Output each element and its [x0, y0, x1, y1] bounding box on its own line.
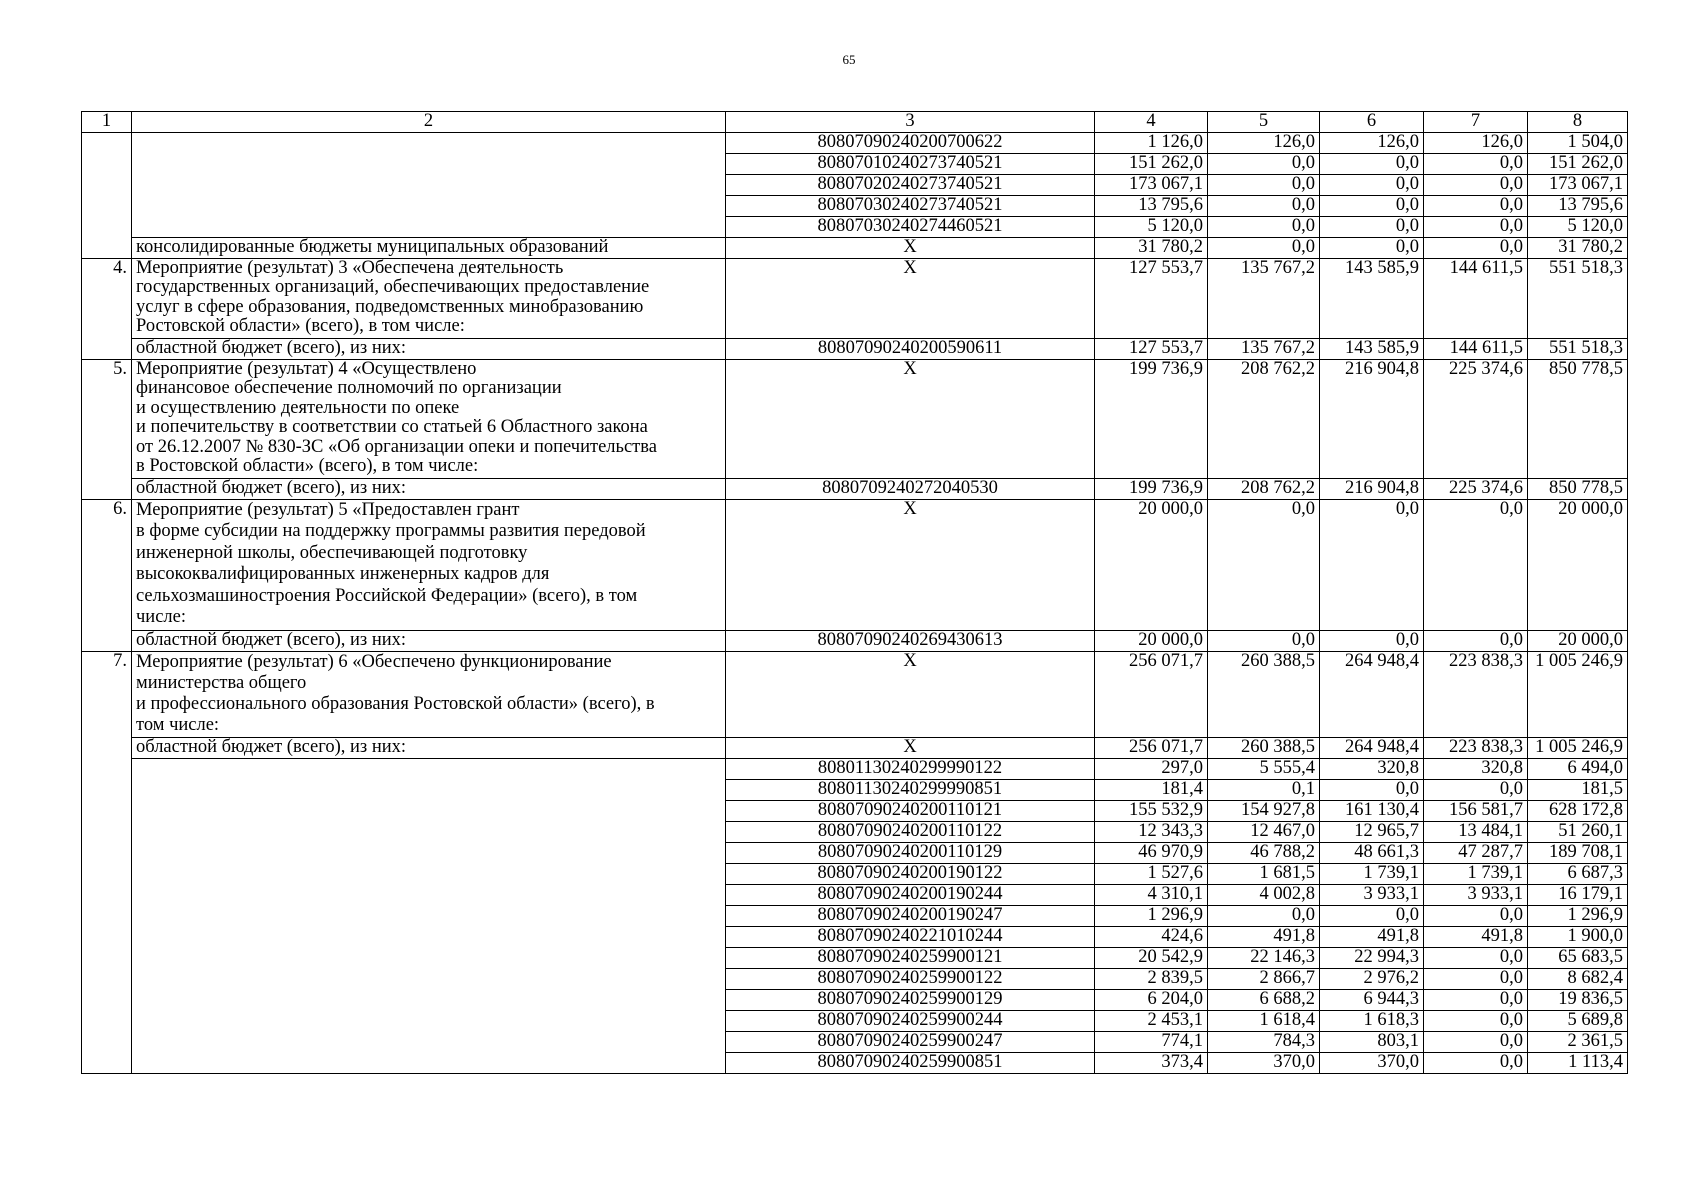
budget-code: 80801130240299990122 [726, 758, 1095, 779]
value-cell: 3 933,1 [1424, 884, 1528, 905]
value-cell: 1 005 246,9 [1528, 737, 1628, 758]
value-cell: 13 795,6 [1095, 195, 1208, 216]
value-cell: 0,0 [1424, 195, 1528, 216]
value-cell: 6 944,3 [1320, 989, 1424, 1010]
value-cell: 0,1 [1208, 779, 1320, 800]
value-cell: 143 585,9 [1320, 258, 1424, 338]
value-cell: 19 836,5 [1528, 989, 1628, 1010]
budget-code: 80807090240200190122 [726, 863, 1095, 884]
description-line: финансовое обеспечение полномочий по организации [136, 378, 562, 398]
value-cell: 491,8 [1320, 926, 1424, 947]
page-number: 65 [842, 52, 856, 67]
column-header: 6 [1320, 112, 1424, 133]
value-cell: 0,0 [1208, 216, 1320, 237]
value-cell: 803,1 [1320, 1031, 1424, 1052]
budget-code: 80807090240259900121 [726, 947, 1095, 968]
header-row [82, 112, 1628, 133]
description-line: от 26.12.2007 № 830-ЗС «Об организации опеки и попечительства [136, 436, 657, 457]
description-line: и профессионального образования Ростовской области» (всего), в [136, 693, 655, 714]
column-header: 1 [82, 112, 132, 133]
value-cell: 144 611,5 [1424, 258, 1528, 338]
value-cell: 5 555,4 [1208, 758, 1320, 779]
value-cell: 20 000,0 [1528, 630, 1628, 651]
value-cell: 2 976,2 [1320, 968, 1424, 989]
value-cell: 320,8 [1424, 758, 1528, 779]
value-cell: 370,0 [1320, 1052, 1424, 1073]
description-line: в форме субсидии на поддержку программы развития передовой [136, 521, 646, 541]
value-cell: 135 767,2 [1208, 338, 1320, 359]
blank-cell [82, 132, 132, 258]
value-cell: 0,0 [1208, 630, 1320, 651]
value-cell: 0,0 [1424, 947, 1528, 968]
value-cell: 3 933,1 [1320, 884, 1424, 905]
item-number: 5. [82, 359, 132, 499]
value-cell: 0,0 [1424, 1031, 1528, 1052]
value-cell: 199 736,9 [1095, 478, 1208, 499]
description-line: том числе: [136, 714, 220, 735]
description-line: Мероприятие (результат) 3 «Обеспечена деятельность [136, 258, 564, 278]
value-cell: 6 688,2 [1208, 989, 1320, 1010]
value-cell: 0,0 [1208, 237, 1320, 258]
value-cell: 0,0 [1208, 905, 1320, 926]
item-row [82, 359, 1628, 478]
value-cell: 216 904,8 [1320, 359, 1424, 478]
value-cell: 424,6 [1095, 926, 1208, 947]
value-cell: 31 780,2 [1095, 237, 1208, 258]
value-cell: 370,0 [1208, 1052, 1320, 1073]
subtotal-row [82, 630, 1628, 651]
value-cell: 260 388,5 [1208, 737, 1320, 758]
value-cell: 13 795,6 [1528, 195, 1628, 216]
row-label: областной бюджет (всего), из них: [132, 737, 726, 758]
column-header: 8 [1528, 112, 1628, 133]
column-header: 5 [1208, 112, 1320, 133]
subtotal-row [82, 478, 1628, 499]
value-cell: 260 388,5 [1208, 651, 1320, 737]
budget-code: 80807090240259900851 [726, 1052, 1095, 1073]
value-cell: 12 467,0 [1208, 821, 1320, 842]
description-line: Мероприятие (результат) 4 «Осуществлено [136, 359, 477, 379]
column-header: 2 [132, 112, 726, 133]
value-cell: 1 527,6 [1095, 863, 1208, 884]
value-cell: 5 689,8 [1528, 1010, 1628, 1031]
value-cell: 22 146,3 [1208, 947, 1320, 968]
item-description [132, 499, 726, 630]
value-cell: 850 778,5 [1528, 478, 1628, 499]
item-row [82, 258, 1628, 338]
value-cell: 143 585,9 [1320, 338, 1424, 359]
value-cell: 20 000,0 [1095, 630, 1208, 651]
blank-cell [132, 758, 726, 1073]
value-cell: 173 067,1 [1528, 174, 1628, 195]
value-cell: 48 661,3 [1320, 842, 1424, 863]
row-label: областной бюджет (всего), из них: [132, 478, 726, 499]
description-line: государственных организаций, обеспечивающих предоставление [136, 277, 650, 297]
budget-code: 80807090240259900129 [726, 989, 1095, 1010]
value-cell: 156 581,7 [1424, 800, 1528, 821]
value-cell: 297,0 [1095, 758, 1208, 779]
item-description [132, 651, 726, 737]
value-cell: 199 736,9 [1095, 359, 1208, 478]
value-cell: 0,0 [1320, 630, 1424, 651]
description-line: услуг в сфере образования, подведомственных минобразованию [136, 296, 644, 317]
budget-code: Х [726, 737, 1095, 758]
value-cell: 256 071,7 [1095, 737, 1208, 758]
value-cell: 151 262,0 [1095, 153, 1208, 174]
value-cell: 0,0 [1320, 499, 1424, 630]
budget-code: Х [726, 651, 1095, 737]
value-cell: 0,0 [1424, 499, 1528, 630]
value-cell: 320,8 [1320, 758, 1424, 779]
value-cell: 135 767,2 [1208, 258, 1320, 338]
value-cell: 223 838,3 [1424, 651, 1528, 737]
description-line: и осуществлению деятельности по опеке [136, 397, 460, 418]
value-cell: 0,0 [1424, 1010, 1528, 1031]
budget-code: 80807090240269430613 [726, 630, 1095, 651]
value-cell: 0,0 [1320, 153, 1424, 174]
budget-code: 80807090240259900122 [726, 968, 1095, 989]
item-description [132, 258, 726, 338]
budget-code: 80807030240274460521 [726, 216, 1095, 237]
value-cell: 491,8 [1424, 926, 1528, 947]
value-cell: 1 739,1 [1424, 863, 1528, 884]
value-cell: 0,0 [1424, 153, 1528, 174]
description-line: Мероприятие (результат) 5 «Предоставлен грант [136, 499, 520, 520]
value-cell: 6 687,3 [1528, 863, 1628, 884]
value-cell: 1 618,3 [1320, 1010, 1424, 1031]
value-cell: 2 361,5 [1528, 1031, 1628, 1052]
budget-code: 80807030240273740521 [726, 195, 1095, 216]
value-cell: 0,0 [1320, 237, 1424, 258]
value-cell: 1 296,9 [1095, 905, 1208, 926]
value-cell: 8 682,4 [1528, 968, 1628, 989]
budget-code: 8080709240272040530 [726, 478, 1095, 499]
value-cell: 264 948,4 [1320, 651, 1424, 737]
value-cell: 0,0 [1424, 216, 1528, 237]
value-cell: 225 374,6 [1424, 359, 1528, 478]
value-cell: 1 900,0 [1528, 926, 1628, 947]
value-cell: 5 120,0 [1095, 216, 1208, 237]
value-cell: 0,0 [1424, 1052, 1528, 1073]
value-cell: 4 310,1 [1095, 884, 1208, 905]
budget-code: Х [726, 359, 1095, 478]
description-line: числе: [136, 607, 186, 627]
value-cell: 1 681,5 [1208, 863, 1320, 884]
value-cell: 0,0 [1208, 499, 1320, 630]
value-cell: 2 839,5 [1095, 968, 1208, 989]
budget-code: Х [726, 499, 1095, 630]
value-cell: 6 494,0 [1528, 758, 1628, 779]
value-cell: 16 179,1 [1528, 884, 1628, 905]
value-cell: 161 130,4 [1320, 800, 1424, 821]
description-line: инженерной школы, обеспечивающей подготовку [136, 542, 528, 563]
value-cell: 1 296,9 [1528, 905, 1628, 926]
item-number: 6. [82, 499, 132, 651]
value-cell: 181,4 [1095, 779, 1208, 800]
value-cell: 154 927,8 [1208, 800, 1320, 821]
description-line: Мероприятие (результат) 6 «Обеспечено функционирование [136, 651, 612, 672]
value-cell: 225 374,6 [1424, 478, 1528, 499]
item-number: 7. [82, 651, 132, 1073]
value-cell: 181,5 [1528, 779, 1628, 800]
budget-code: 80807090240200110121 [726, 800, 1095, 821]
budget-code: 80807090240259900244 [726, 1010, 1095, 1031]
column-header: 3 [726, 112, 1095, 133]
table-body [82, 112, 1628, 1074]
budget-code: 80807090240200700622 [726, 132, 1095, 153]
value-cell: 0,0 [1424, 989, 1528, 1010]
item-row [82, 651, 1628, 737]
value-cell: 46 970,9 [1095, 842, 1208, 863]
value-cell: 551 518,3 [1528, 338, 1628, 359]
value-cell: 2 453,1 [1095, 1010, 1208, 1031]
value-cell: 491,8 [1208, 926, 1320, 947]
description-line: министерства общего [136, 672, 307, 693]
value-cell: 0,0 [1208, 153, 1320, 174]
value-cell: 0,0 [1320, 905, 1424, 926]
value-cell: 144 611,5 [1424, 338, 1528, 359]
value-cell: 127 553,7 [1095, 258, 1208, 338]
value-cell: 784,3 [1208, 1031, 1320, 1052]
table-row [82, 237, 1628, 258]
table-row [82, 758, 1628, 779]
value-cell: 1 005 246,9 [1528, 651, 1628, 737]
value-cell: 0,0 [1424, 237, 1528, 258]
value-cell: 0,0 [1320, 174, 1424, 195]
value-cell: 0,0 [1320, 195, 1424, 216]
value-cell: 126,0 [1424, 132, 1528, 153]
value-cell: 22 994,3 [1320, 947, 1424, 968]
value-cell: 126,0 [1320, 132, 1424, 153]
budget-code: 80807090240200190247 [726, 905, 1095, 926]
row-label: консолидированные бюджеты муниципальных образований [132, 237, 726, 258]
column-header: 4 [1095, 112, 1208, 133]
value-cell: 1 113,4 [1528, 1052, 1628, 1073]
description-line: в Ростовской области» (всего), в том числе: [136, 456, 479, 476]
budget-code: 80801130240299990851 [726, 779, 1095, 800]
budget-code: 80807090240259900247 [726, 1031, 1095, 1052]
subtotal-row [82, 338, 1628, 359]
value-cell: 1 504,0 [1528, 132, 1628, 153]
budget-code: 80807090240200110122 [726, 821, 1095, 842]
value-cell: 127 553,7 [1095, 338, 1208, 359]
value-cell: 20 000,0 [1095, 499, 1208, 630]
description-line: Ростовской области» (всего), в том числе: [136, 316, 465, 336]
value-cell: 173 067,1 [1095, 174, 1208, 195]
value-cell: 850 778,5 [1528, 359, 1628, 478]
value-cell: 47 287,7 [1424, 842, 1528, 863]
value-cell: 0,0 [1424, 968, 1528, 989]
value-cell: 20 542,9 [1095, 947, 1208, 968]
value-cell: 189 708,1 [1528, 842, 1628, 863]
row-label: областной бюджет (всего), из них: [132, 630, 726, 651]
budget-code: Х [726, 258, 1095, 338]
value-cell: 264 948,4 [1320, 737, 1424, 758]
column-header: 7 [1424, 112, 1528, 133]
value-cell: 208 762,2 [1208, 478, 1320, 499]
value-cell: 13 484,1 [1424, 821, 1528, 842]
value-cell: 6 204,0 [1095, 989, 1208, 1010]
value-cell: 20 000,0 [1528, 499, 1628, 630]
row-label: областной бюджет (всего), из них: [132, 338, 726, 359]
budget-table [81, 111, 1628, 1074]
item-description [132, 359, 726, 478]
value-cell: 0,0 [1424, 779, 1528, 800]
budget-code: Х [726, 237, 1095, 258]
table-row [82, 132, 1628, 153]
value-cell: 155 532,9 [1095, 800, 1208, 821]
blank-cell [132, 132, 726, 237]
item-row [82, 499, 1628, 630]
value-cell: 0,0 [1424, 905, 1528, 926]
budget-code: 80807090240221010244 [726, 926, 1095, 947]
description-line: и попечительству в соответствии со статьей 6 Областного закона [136, 417, 648, 437]
value-cell: 0,0 [1208, 174, 1320, 195]
value-cell: 126,0 [1208, 132, 1320, 153]
value-cell: 0,0 [1320, 779, 1424, 800]
value-cell: 0,0 [1424, 174, 1528, 195]
value-cell: 51 260,1 [1528, 821, 1628, 842]
item-number: 4. [82, 258, 132, 359]
value-cell: 774,1 [1095, 1031, 1208, 1052]
value-cell: 65 683,5 [1528, 947, 1628, 968]
value-cell: 12 343,3 [1095, 821, 1208, 842]
budget-code: 80807010240273740521 [726, 153, 1095, 174]
description-line: сельхозмашиностроения Российской Федерации» (всего), в том [136, 585, 638, 606]
value-cell: 551 518,3 [1528, 258, 1628, 338]
value-cell: 373,4 [1095, 1052, 1208, 1073]
value-cell: 0,0 [1208, 195, 1320, 216]
value-cell: 4 002,8 [1208, 884, 1320, 905]
value-cell: 1 618,4 [1208, 1010, 1320, 1031]
budget-code: 80807090240200110129 [726, 842, 1095, 863]
value-cell: 1 739,1 [1320, 863, 1424, 884]
budget-code: 80807090240200190244 [726, 884, 1095, 905]
value-cell: 5 120,0 [1528, 216, 1628, 237]
value-cell: 628 172,8 [1528, 800, 1628, 821]
description-line: высококвалифицированных инженерных кадров для [136, 564, 550, 584]
budget-code: 80807090240200590611 [726, 338, 1095, 359]
budget-code: 80807020240273740521 [726, 174, 1095, 195]
value-cell: 46 788,2 [1208, 842, 1320, 863]
value-cell: 256 071,7 [1095, 651, 1208, 737]
value-cell: 216 904,8 [1320, 478, 1424, 499]
value-cell: 208 762,2 [1208, 359, 1320, 478]
value-cell: 0,0 [1320, 216, 1424, 237]
value-cell: 31 780,2 [1528, 237, 1628, 258]
value-cell: 12 965,7 [1320, 821, 1424, 842]
value-cell: 0,0 [1424, 630, 1528, 651]
subtotal-row [82, 737, 1628, 758]
value-cell: 223 838,3 [1424, 737, 1528, 758]
value-cell: 151 262,0 [1528, 153, 1628, 174]
value-cell: 2 866,7 [1208, 968, 1320, 989]
value-cell: 1 126,0 [1095, 132, 1208, 153]
